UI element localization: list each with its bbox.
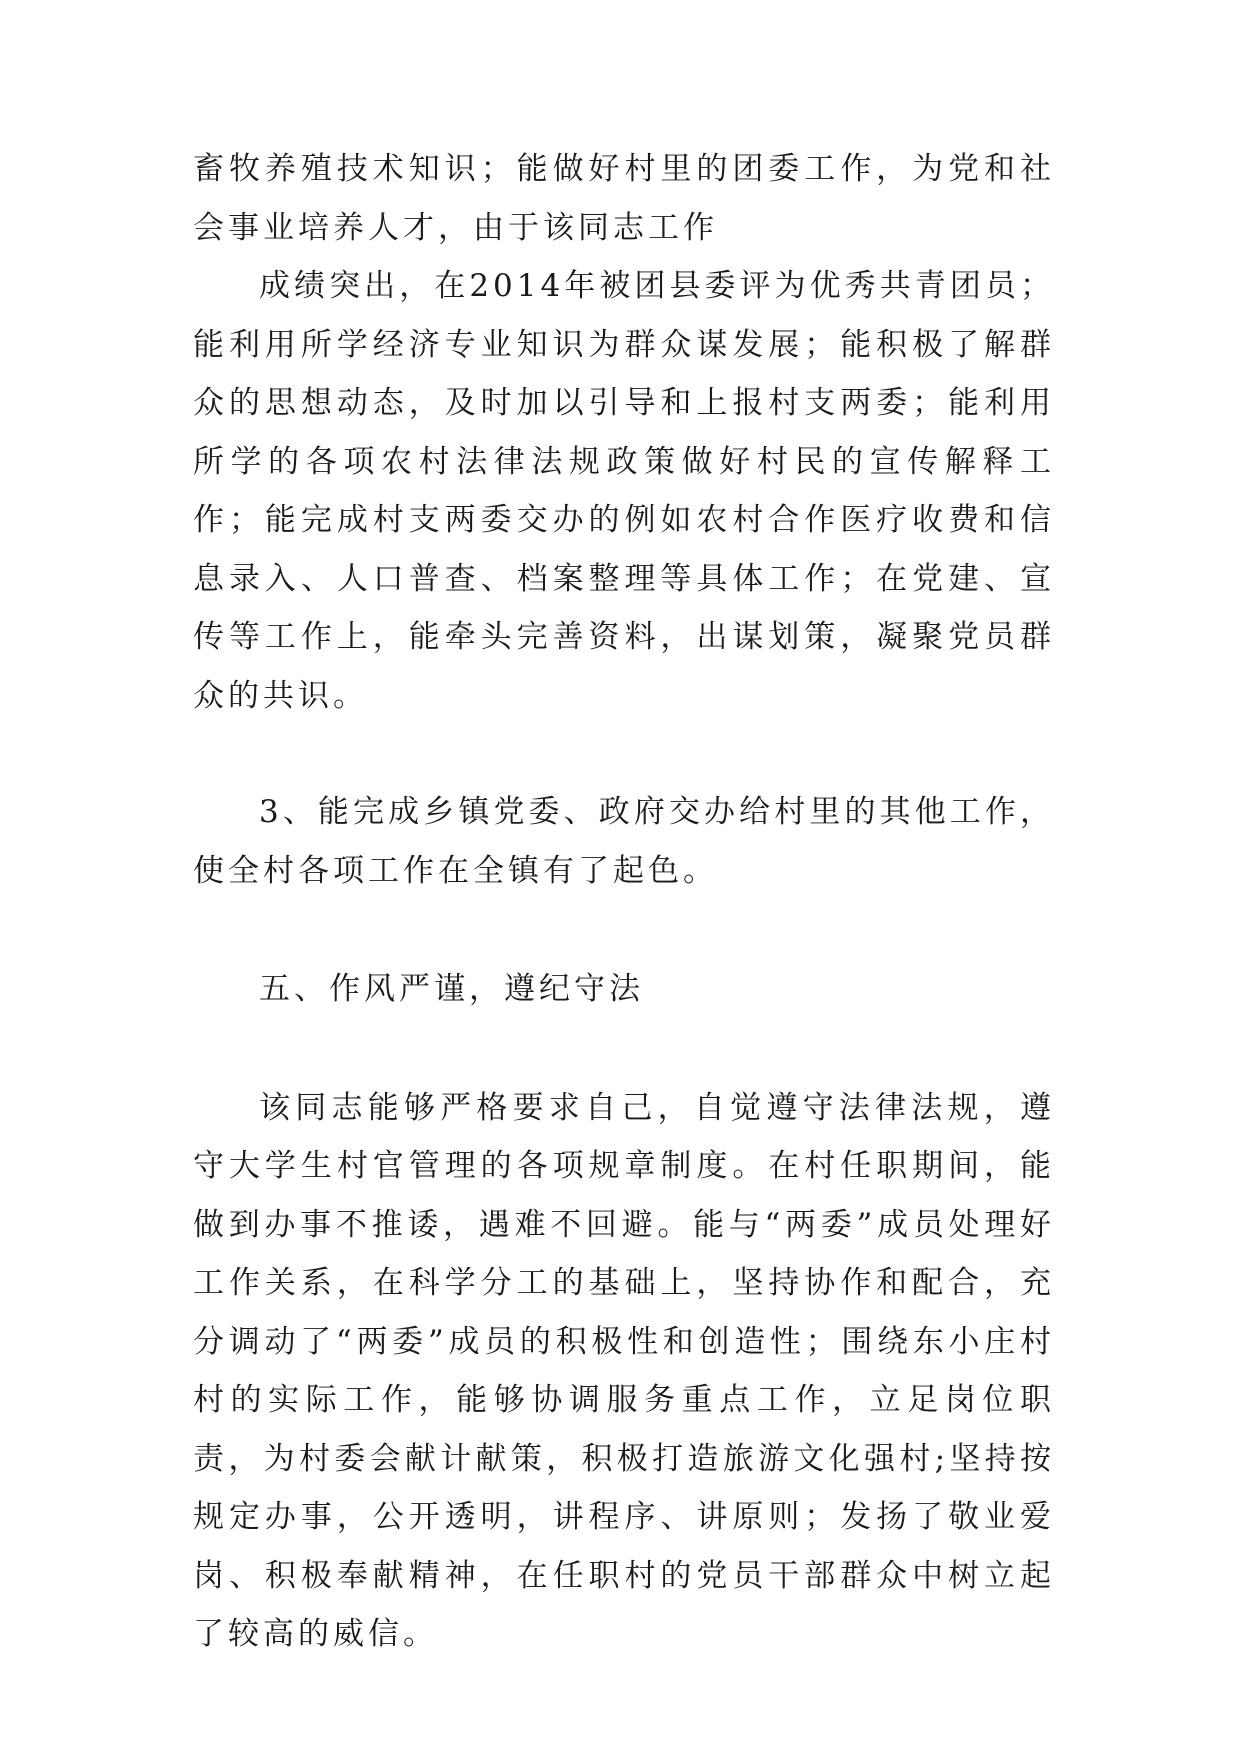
paragraph-achievements: 成绩突出，在2014年被团县委评为优秀共青团员；能利用所学经济专业知识为群众谋发展；能积极了解群众的思想动态，及时加以引导和上报村支两委；能利用所学的各项农村法律法规政策做好村民的宣传解释工作；能完成村支两委交办的例如农村合作医疗收费和信息录入、人口普查、档案整理等具体工作；在党建、宣传等工作上，能牵头完善资料，出谋划策，凝聚党员群众的共识。 (193, 268, 1055, 714)
paragraph-conduct: 该同志能够严格要求自己，自觉遵守法律法规，遵守大学生村官管理的各项规章制度。在村任职期间，能做到办事不推诿，遇难不回避。能与“两委”成员处理好工作关系，在科学分工的基础上，坚持协作和配合，充分调动了“两委”成员的积极性和创造性；围绕东小庄村村的实际工作，能够协调服务重点工作，立足岗位职责，为村委会献计献策，积极打造旅游文化强村;坚持按规定办事，公开透明，讲程序、讲原则；发扬了敬业爱岗、积极奉献精神，在任职村的党员干部群众中树立起了较高的威信。 (193, 1089, 1055, 1652)
paragraph-continuation: 畜牧养殖技术知识；能做好村里的团委工作，为党和社会事业培养人才，由于该同志工作 (193, 151, 1055, 246)
section-heading-5: 五、作风严谨，遵纪守法 (259, 971, 644, 1007)
paragraph-item-3: 3、能完成乡镇党委、政府交办给村里的其他工作，使全村各项工作在全镇有了起色。 (193, 794, 1055, 889)
document-page (193, 140, 1055, 1664)
